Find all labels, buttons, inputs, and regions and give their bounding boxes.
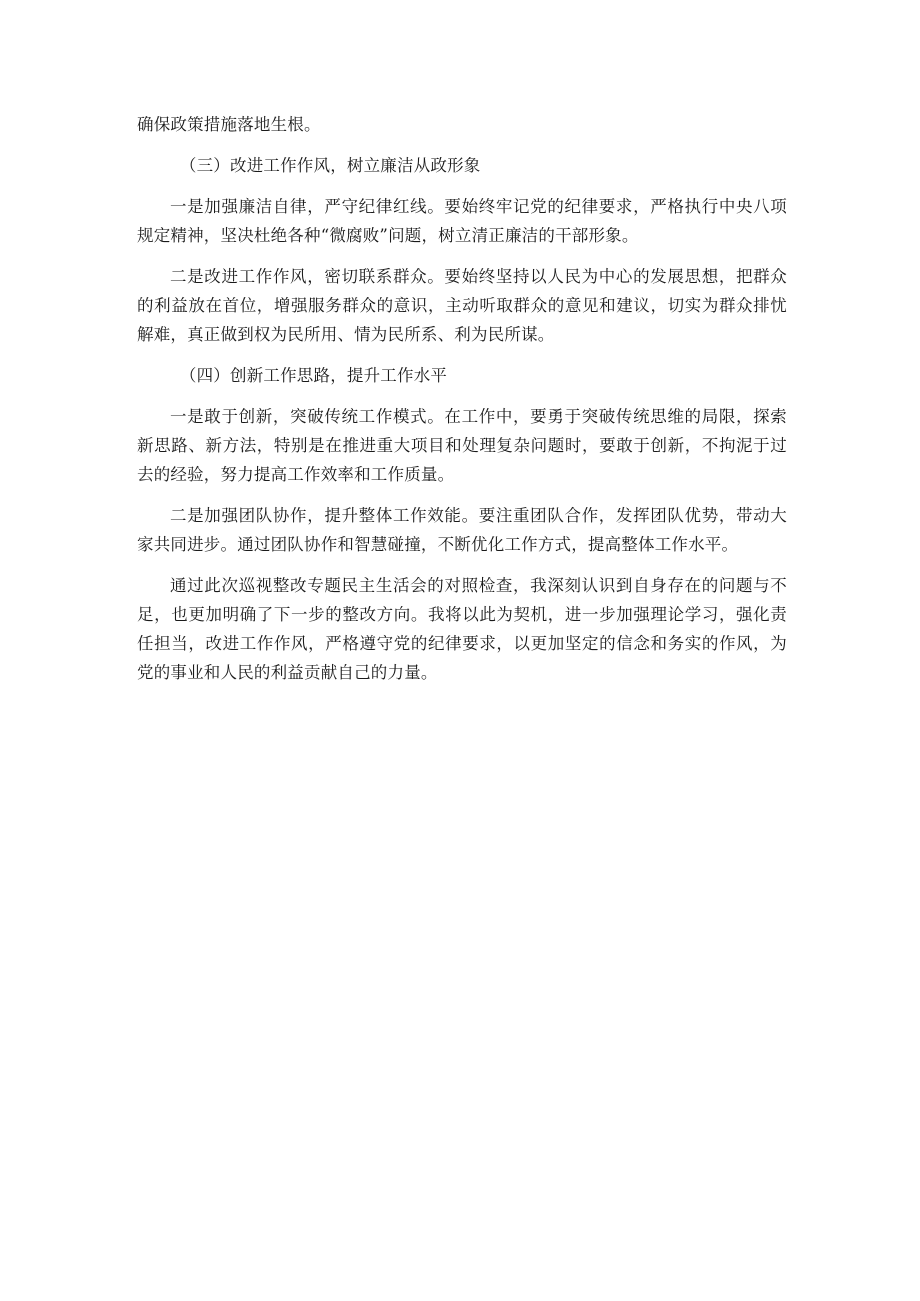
continuation-paragraph: 确保政策措施落地生根。 [137, 115, 321, 134]
body-paragraph: 一是加强廉洁自律，严守纪律红线。要始终牢记党的纪律要求，严格执行中央八项规定精神，坚决杜绝各种“微腐败”问题，树立清正廉洁的干部形象。 [137, 197, 787, 245]
conclusion-paragraph: 通过此次巡视整改专题民主生活会的对照检查，我深刻认识到自身存在的问题与不足，也更加明确了下一步的整改方向。我将以此为契机，进一步加强理论学习，强化责任担当，改进工作作风，严格遵守党的纪律要求，以更加坚定的信念和务实的作风，为党的事业和人民的利益贡献自己的力量。 [137, 576, 787, 682]
section-heading-4: （四）创新工作思路，提升工作水平 [179, 366, 448, 385]
body-paragraph: 一是敢于创新，突破传统工作模式。在工作中，要勇于突破传统思维的局限，探索新思路、新方法，特别是在推进重大项目和处理复杂问题时，要敢于创新，不拘泥于过去的经验，努力提高工作效率和工作质量。 [137, 407, 787, 484]
body-paragraph: 二是加强团队协作，提升整体工作效能。要注重团队合作，发挥团队优势，带动大家共同进步。通过团队协作和智慧碰撞，不断优化工作方式，提高整体工作水平。 [137, 506, 787, 554]
section-heading-3: （三）改进工作作风，树立廉洁从政形象 [179, 156, 481, 175]
body-paragraph: 二是改进工作作风，密切联系群众。要始终坚持以人民为中心的发展思想，把群众的利益放在首位，增强服务群众的意识，主动听取群众的意见和建议，切实为群众排忧解难，真正做到权为民所用、情为民所系、利为民所谋。 [137, 267, 787, 344]
document-page [137, 110, 787, 699]
